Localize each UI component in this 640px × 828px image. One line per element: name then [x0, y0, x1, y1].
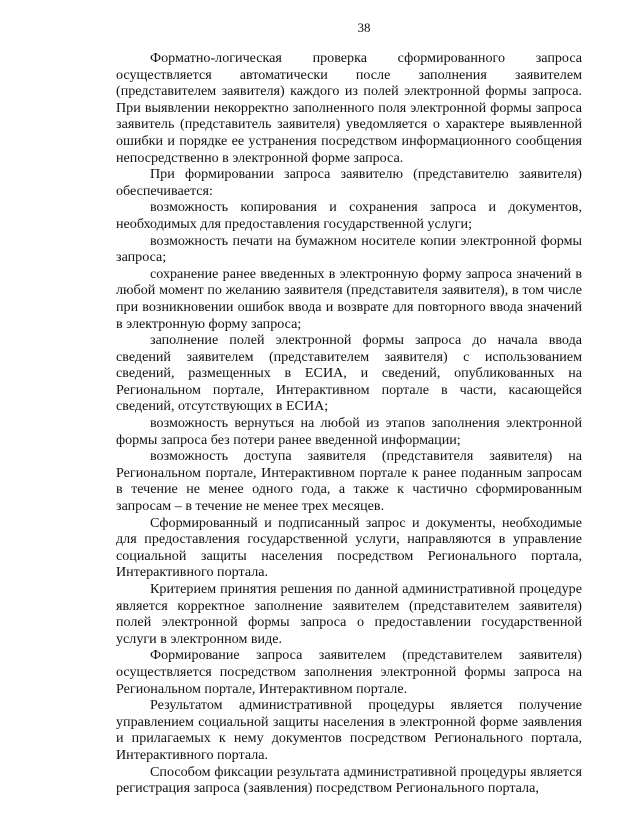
paragraph: Форматно-логическая проверка сформированного запроса осуществляется автоматически после заполнения заявителем (представителем заявителя) каждого из полей электронной формы запроса. При выявлении некорректно заполненного поля электронной формы запроса заявитель (представитель заявителя) уведомляется о характере выявленной ошибки и порядке ее устранения посредством информационного сообщения непосредственно в электронной форме запроса.: [116, 50, 582, 166]
paragraph: возможность вернуться на любой из этапов заполнения электронной формы запроса без потери ранее введенной информации;: [116, 415, 582, 448]
paragraph: При формировании запроса заявителю (представителю заявителя) обеспечивается:: [116, 166, 582, 199]
paragraph: Способом фиксации результата административной процедуры является регистрация запроса (заявления) посредством Регионального портала,: [116, 763, 582, 797]
paragraph: возможность копирования и сохранения запроса и документов, необходимых для предоставления государственной услуги;: [116, 199, 582, 232]
paragraph: Критерием принятия решения по данной административной процедуре является корректное заполнение заявителем (представителем заявителя) полей электронной формы запроса о предоставлении государственной услуги в электронном виде.: [116, 581, 582, 647]
paragraph: возможность печати на бумажном носителе копии электронной формы запроса;: [116, 232, 582, 266]
paragraph: возможность доступа заявителя (представителя заявителя) на Региональном портале, Интерактивном портале к ранее поданным запросам в течение не менее одного года, а также к частично сформированным запросам – в течение не менее трех месяцев.: [116, 448, 582, 515]
paragraph: Результатом административной процедуры является получение управлением социальной защиты населения в электронной форме заявления и прилагаемых к нему документов посредством Регионального портала, Интерактивного портала.: [116, 697, 582, 763]
page-number: 38: [357, 20, 371, 35]
document-body: [116, 50, 582, 797]
paragraph: сохранение ранее введенных в электронную форму запроса значений в любой момент по желанию заявителя (представителя заявителя), в том числе при возникновении ошибок ввода и возврате для повторного ввода значений в электронную форму запроса;: [116, 265, 582, 332]
paragraph: Формирование запроса заявителем (представителем заявителя) осуществляется посредством заполнения электронной формы запроса на Региональном портале, Интерактивном портале.: [116, 647, 582, 697]
paragraph: заполнение полей электронной формы запроса до начала ввода сведений заявителем (представителем заявителя) с использованием сведений, размещенных в ЕСИА, и сведений, опубликованных на Региональном портале, Интерактивном портале в части, касающейся сведений, отсутствующих в ЕСИА;: [116, 332, 582, 415]
paragraph: Сформированный и подписанный запрос и документы, необходимые для предоставления государственной услуги, направляются в управление социальной защиты населения посредством Регионального портала, Интерактивного портала.: [116, 514, 582, 581]
